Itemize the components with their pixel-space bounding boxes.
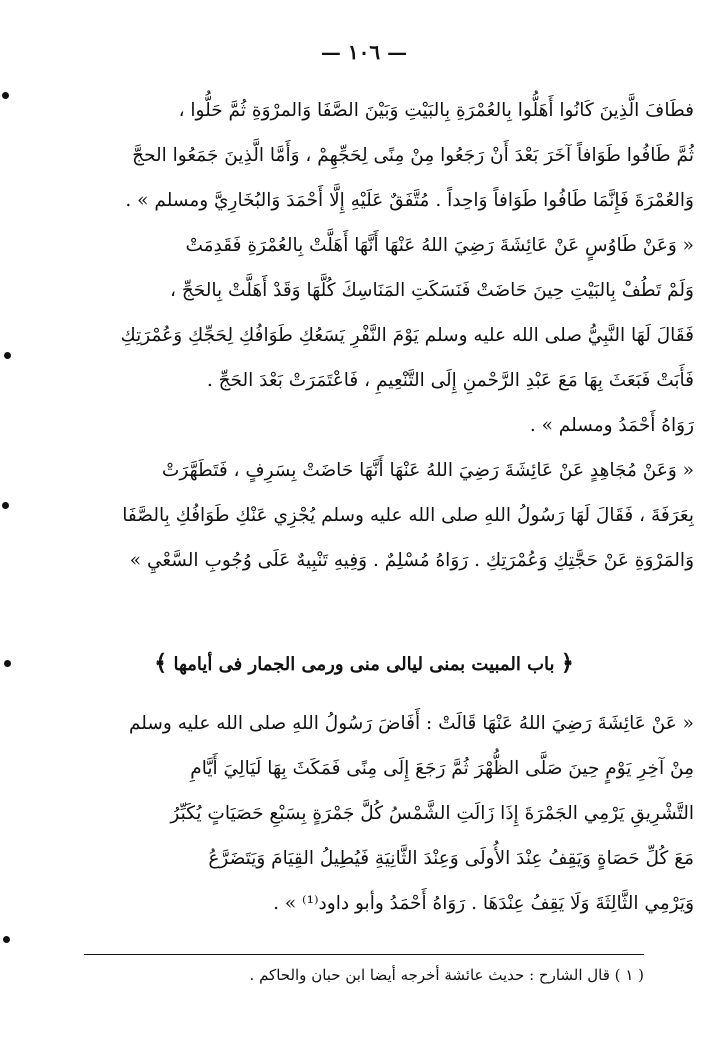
text-line: فَأَبَتْ فَبَعَثَ بِهَا مَعَ عَبْدِ الرَّحْمنِ إِلَى التَّنْعِيمِ ، فَاعْتَمَرَتْ بَعْدَ الحَجِّ . — [206, 370, 694, 391]
text-line: مَعَ كُلِّ حَصَاةٍ وَيَقِفُ عِنْدَ الأُولَى وَعِنْدَ الثَّانِيَةِ فَيُطِيلُ القِيَامَ وَيَتَضَرَّعُ — [208, 848, 694, 869]
text-line: وَيَرْمِي الثَّالِثَةَ وَلَا يَقِفُ عِنْدَهَا . رَوَاهُ أَحْمَدُ وأبو داود⁽¹⁾ » . — [273, 893, 694, 914]
footnote-divider — [84, 954, 644, 955]
main-text — [54, 88, 694, 583]
paragraph-2 — [54, 223, 694, 448]
text-line: « وَعَنْ مُجَاهِدٍ عَنْ عَائِشَةَ رَضِيَ اللهُ عَنْهَا أَنَّهَا حَاضَتْ بِسَرِفٍ ، فَتَطَهَّرَتْ — [161, 460, 694, 481]
text-line: وَلَمْ تَطُفْ بِالبَيْتِ حِينَ حَاضَتْ فَنَسَكَتِ المَنَاسِكَ كُلَّهَا وَقَدْ أَهَلَّتْ بِالحَجِّ ، — [170, 280, 694, 301]
paragraph-3 — [54, 448, 694, 583]
paragraph-1 — [54, 88, 694, 223]
margin-mark — [2, 502, 9, 509]
page-number: — ١٠٦ — — [320, 40, 408, 64]
margin-mark — [2, 92, 9, 99]
margin-mark — [3, 936, 10, 943]
section-heading-text: باب المبيت بمنى ليالى منى ورمى الجمار فى أيامها — [173, 654, 555, 675]
margin-mark — [4, 660, 11, 667]
text-line: مِنْ آخِرِ يَوْمٍ حِينَ صَلَّى الظُّهْرَ ثُمَّ رَجَعَ إِلَى مِنًى فَمَكَثَ بِهَا لَيَالِيَ أَيَّامِ — [190, 758, 694, 779]
text-line: « عَنْ عَائِشَةَ رَضِيَ اللهُ عَنْهَا قَالَتْ : أَفَاضَ رَسُولُ اللهِ صلى الله عليه وسلم — [128, 713, 694, 734]
final-paragraph — [54, 702, 694, 927]
text-line: فطَافَ الَّذِينَ كَانُوا أَهَلُّوا بِالعُمْرَةِ بِالبَيْتِ وَبَيْنَ الصَّفَا وَالمرْوَةِ ثُمَّ حَلُّوا ، — [178, 100, 694, 121]
text-line: « وَعَنْ طَاوُسٍ عَنْ عَائِشَةَ رَضِيَ اللهُ عَنْهَا أَنَّهَا أَهَلَّتْ بِالعُمْرَةِ فَقَدِمَتْ — [185, 235, 694, 256]
text-line: فَقَالَ لَهَا النَّبِيُّ صلى الله عليه وسلم يَوْمَ النَّفْرِ يَسَعُكِ طَوَافُكِ لِحَجِّكِ وَعُمْرَتِكِ — [120, 325, 694, 346]
margin-mark — [4, 352, 11, 359]
text-line: التَّشْرِيقِ يَرْمِي الجَمْرَةَ إِذَا زَالَتِ الشَّمْسُ كُلَّ جَمْرَةٍ بِسَبْعِ حَصَيَاتٍ يُكَبِّرُ — [170, 803, 694, 824]
text-line: بِعَرَفَةَ ، فَقَالَ لَهَا رَسُولُ اللهِ صلى الله عليه وسلم يُجْزِي عَنْكِ طَوَافُكِ بِالصَّفَا — [122, 505, 694, 526]
heading-bracket-open: ﴿ — [560, 650, 574, 676]
text-line: رَوَاهُ أَحْمَدُ ومسلم » . — [529, 415, 694, 436]
section-heading — [0, 650, 728, 676]
heading-bracket-close: ﴾ — [154, 650, 168, 676]
text-line: وَالعُمْرَةَ فَإِنَّمَا طَافُوا طَوَافاً وَاحِداً . مُتَّفَقٌ عَلَيْهِ إِلَّا أَحْمَدَ وَالبُخَارِيَّ ومسلم » . — [125, 190, 694, 211]
text-line: وَالمَرْوَةِ عَنْ حَجَّتِكِ وَعُمْرَتِكِ . رَوَاهُ مُسْلِمٌ . وَفِيهِ تَنْبِيهٌ عَلَى وُجُوبِ السَّعْيِ » — [129, 550, 694, 571]
text-line: ثُمَّ طَافُوا طَوَافاً آخَرَ بَعْدَ أَنْ رَجَعُوا مِنْ مِنًى لِحَجِّهِمْ ، وَأَمَّا الَّذِينَ جَمَعُوا الحجَّ — [132, 145, 694, 166]
footnote: ( ١ ) قال الشارح : حديث عائشة أخرجه أيضا ابن حبان والحاكم . — [249, 966, 644, 984]
